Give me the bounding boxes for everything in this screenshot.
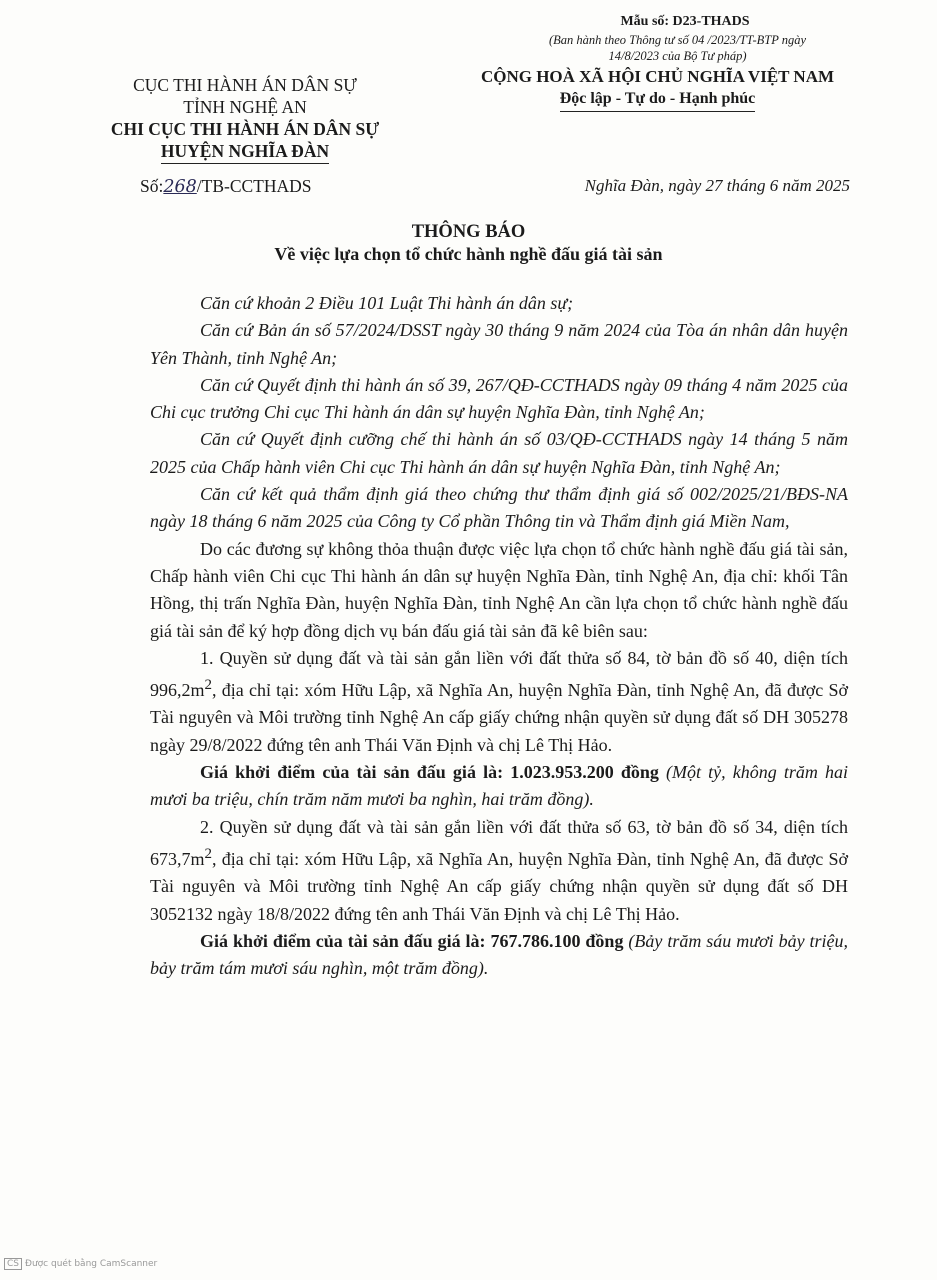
nation-motto: Độc lập - Tự do - Hạnh phúc — [560, 88, 756, 112]
document-number — [140, 176, 312, 197]
asset-1-text-a: 1. Quyền sử dụng đất và tài sản gắn liền với đất thửa số 84, tờ bản đồ số 40, diện tích 996,2m — [150, 647, 848, 701]
asset-2-price — [150, 928, 848, 983]
agency-line1: CỤC THI HÀNH ÁN DÂN SỰ — [133, 75, 357, 95]
asset-2-price-words: (Bảy trăm sáu mươi bảy triệu, bảy trăm tám mươi sáu nghìn, một trăm đồng). — [150, 930, 849, 979]
asset-1-price-words: (Một tỷ, không trăm hai mươi ba triệu, chín trăm năm mươi ba nghìn, hai trăm đồng). — [150, 762, 848, 810]
asset-2-description — [150, 814, 848, 928]
intro-paragraph: Do các đương sự không thỏa thuận được việc lựa chọn tổ chức hành nghề đấu giá tài sản, Chấp hành viên Chi cục Thi hành án dân sự huyện Nghĩa Đàn, tỉnh Nghệ An, địa chỉ: khối Tân Hồng, thị trấn Nghĩa Đàn, huyện Nghĩa Đàn, tỉnh Nghệ An cần lựa chọn tổ chức hành nghề đấu giá tài sản để ký hợp đồng dịch vụ bán đấu giá tài sản đã kê biên sau: — [150, 538, 848, 641]
legal-basis-1: Căn cứ khoản 2 Điều 101 Luật Thi hành án dân sự; — [200, 293, 574, 313]
nation-name: CỘNG HOÀ XÃ HỘI CHỦ NGHĨA VIỆT NAM — [480, 67, 835, 86]
asset-2-text-b: , địa chỉ tại: xóm Hữu Lập, xã Nghĩa An, huyện Nghĩa Đàn, tỉnh Nghệ An, đã được Sở Tài nguyên và Môi trường tỉnh Nghệ An cấp giấy chứng nhận quyền sử dụng đất số DH 3052132 ngày 18/8/2022 đứng tên anh Thái Văn Định và chị Lê Thị Hảo. — [150, 848, 848, 924]
document-subtitle: Về việc lựa chọn tổ chức hành nghề đấu giá tài sản — [274, 244, 663, 264]
legal-basis-3: Căn cứ Quyết định thi hành án số 39, 267/QĐ-CCTHADS ngày 09 tháng 4 năm 2025 của Chi cục trưởng Chi cục Thi hành án dân sự huyện Nghĩa Đàn, tỉnh Nghệ An; — [150, 374, 848, 423]
form-note-line2: 14/8/2023 của Bộ Tư pháp) — [608, 49, 747, 63]
form-code: Mẫu số: D23-THADS — [620, 14, 750, 29]
scanner-watermark — [4, 1258, 157, 1270]
asset-1-description — [150, 645, 848, 759]
asset-2-text-a: 2. Quyền sử dụng đất và tài sản gắn liền với đất thửa số 63, tờ bản đồ số 34, diện tích 673,7m — [150, 816, 848, 869]
form-note-line1: (Ban hành theo Thông tư số 04 /2023/TT-BTP ngày — [548, 33, 807, 47]
legal-basis-2: Căn cứ Bản án số 57/2024/DSST ngày 30 tháng 9 năm 2024 của Tòa án nhân dân huyện Yên Thành, tỉnh Nghệ An; — [150, 320, 848, 368]
doc-number-prefix: Số: — [140, 176, 164, 196]
scanner-logo-icon: CS — [4, 1258, 22, 1270]
legal-basis-5: Căn cứ kết quả thẩm định giá theo chứng thư thẩm định giá số 002/2025/21/BĐS-NA ngày 18 tháng 6 năm 2025 của Công ty Cổ phần Thông tin và Thẩm định giá Miền Nam, — [150, 484, 848, 532]
place-date: Nghĩa Đàn, ngày 27 tháng 6 năm 2025 — [584, 176, 850, 195]
scanner-caption: Được quét bằng CamScanner — [25, 1259, 158, 1269]
asset-2-price-label: Giá khởi điểm của tài sản đấu giá là: 767.786.100 đồng — [200, 930, 624, 951]
asset-1-price-label: Giá khởi điểm của tài sản đấu giá là: 1.023.953.200 đồng — [200, 762, 659, 783]
nation-header — [445, 66, 870, 112]
agency-header — [70, 74, 420, 164]
agency-line4: HUYỆN NGHĨA ĐÀN — [161, 140, 329, 164]
doc-number-suffix: /TB-CCTHADS — [196, 176, 312, 196]
agency-line2: TỈNH NGHỆ AN — [183, 97, 307, 117]
legal-basis-4: Căn cứ Quyết định cưỡng chế thi hành án số 03/QĐ-CCTHADS ngày 14 tháng 5 năm 2025 của Chấp hành viên Chi cục Thi hành án dân sự huyện Nghĩa Đàn, tỉnh Nghệ An; — [150, 429, 848, 477]
document-body — [150, 290, 848, 982]
asset-1-price — [150, 759, 848, 814]
form-note — [505, 32, 850, 64]
asset-2-sup: 2 — [204, 845, 213, 862]
asset-1-sup: 2 — [204, 677, 213, 694]
asset-1-text-b: , địa chỉ tại: xóm Hữu Lập, xã Nghĩa An, huyện Nghĩa Đàn, tỉnh Nghệ An, đã được Sở Tài nguyên và Môi trường tỉnh Nghệ An cấp giấy chứng nhận quyền sử dụng đất số DH 305278 ngày 29/8/2022 đứng tên anh Thái Văn Định và chị Lê Thị Hảo. — [150, 680, 848, 755]
agency-line3: CHI CỤC THI HÀNH ÁN DÂN SỰ — [110, 119, 380, 139]
doc-number-handwritten: 268 — [163, 177, 197, 197]
document-title: THÔNG BÁO — [411, 222, 526, 242]
